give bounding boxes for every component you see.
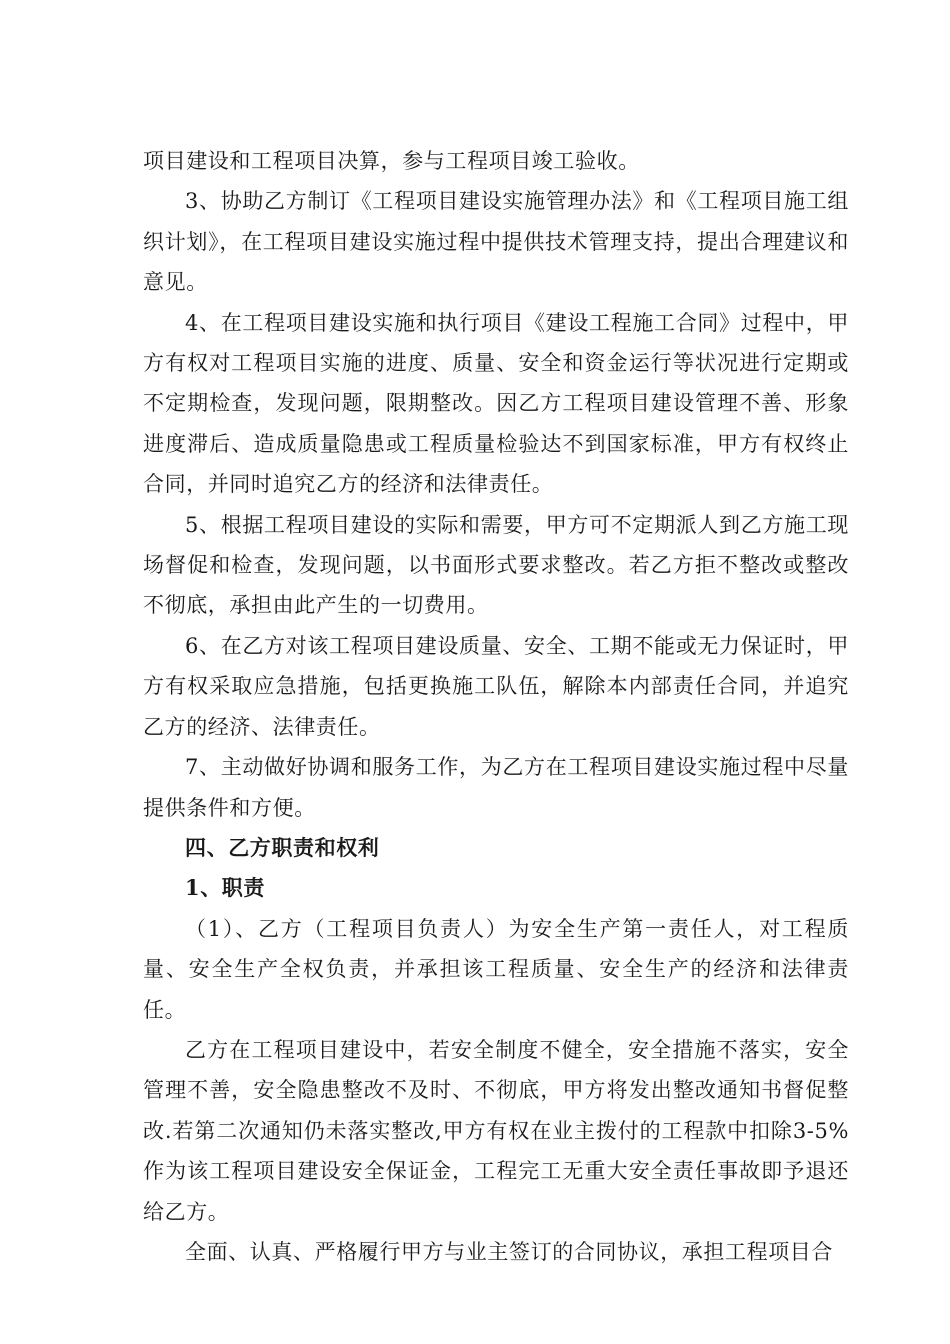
subsection-heading: 1、职责 [185, 875, 266, 901]
paragraph-item-5: 5、根据工程项目建设的实际和需要，甲方可不定期派人到乙方施工现场督促和检查，发现问题，以书面形式要求整改。若乙方拒不整改或整改不彻底，承担由此产生的一切费用。 [143, 512, 849, 618]
section-heading: 四、乙方职责和权利 [185, 834, 380, 860]
paragraph-item-3: 3、协助乙方制订《工程项目建设实施管理办法》和《工程项目施工组织计划》，在工程项目建设实施过程中提供技术管理支持，提出合理建议和意见。 [143, 189, 849, 295]
paragraph-safety-rectification: 乙方在工程项目建设中，若安全制度不健全，安全措施不落实，安全管理不善，安全隐患整改不及时、不彻底，甲方将发出整改通知书督促整改.若第二次通知仍未落实整改,甲方有权在业主拨付的工程款中扣除3-5%作为该工程项目建设安全保证金，工程完工无重大安全责任事故即予退还给乙方。 [143, 1037, 849, 1224]
paragraph-duty-1: （1）、乙方（工程项目负责人）为安全生产第一责任人，对工程质量、安全生产全权负责，并承担该工程质量、安全生产的经济和法律责任。 [143, 916, 849, 1022]
paragraph-contract-fulfillment: 全面、认真、严格履行甲方与业主签订的合同协议，承担工程项目合 [185, 1239, 833, 1264]
paragraph-item-7: 7、主动做好协调和服务工作，为乙方在工程项目建设实施过程中尽量提供条件和方便。 [143, 755, 849, 820]
document-body [143, 141, 849, 1272]
paragraph-continuation: 项目建设和工程项目决算，参与工程项目竣工验收。 [143, 149, 640, 173]
paragraph-item-6: 6、在乙方对该工程项目建设质量、安全、工期不能或无力保证时，甲方有权采取应急措施，包括更换施工队伍，解除本内部责任合同，并追究乙方的经济、法律责任。 [143, 633, 849, 739]
paragraph-item-4: 4、在工程项目建设实施和执行项目《建设工程施工合同》过程中，甲方有权对工程项目实施的进度、质量、安全和资金运行等状况进行定期或不定期检查，发现问题，限期整改。因乙方工程项目建设管理不善、形象进度滞后、造成质量隐患或工程质量检验达不到国家标准，甲方有权终止合同，并同时追究乙方的经济和法律责任。 [143, 310, 849, 497]
